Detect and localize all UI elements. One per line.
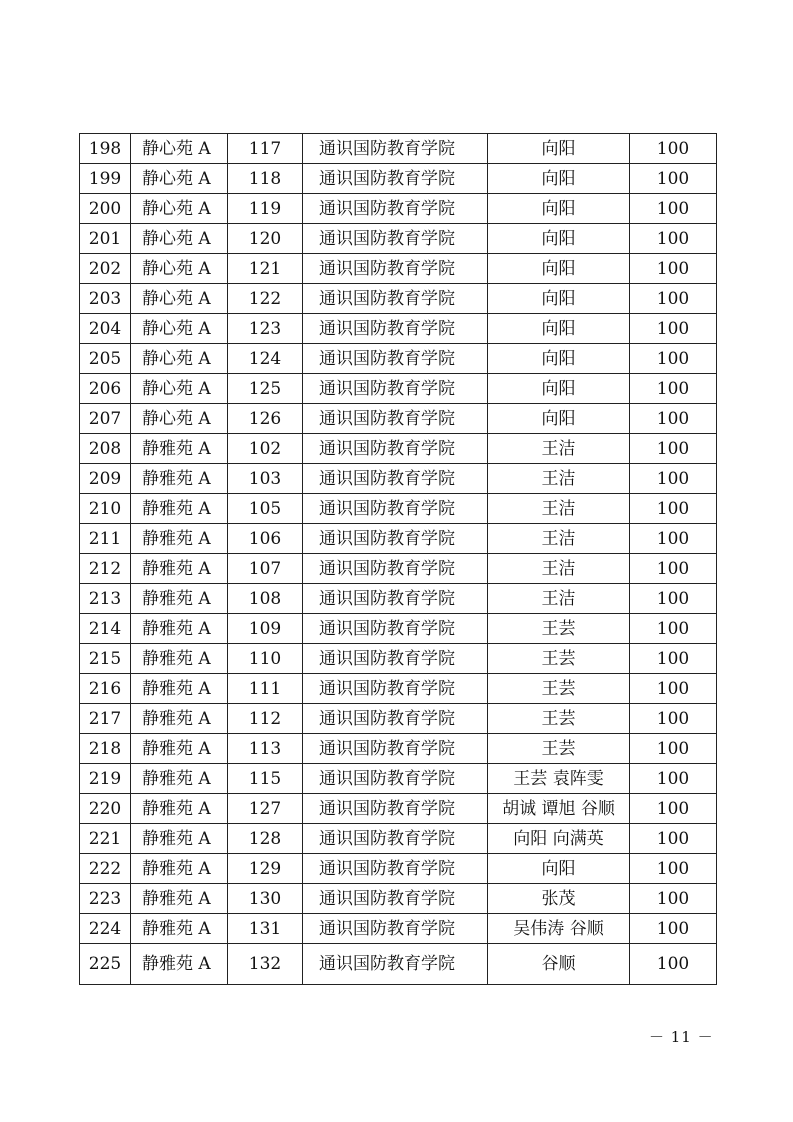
table-row [80,734,717,764]
score-cell: 100 [630,854,717,884]
room-number-cell: 122 [228,284,303,314]
inspector-cell: 谷顺 [488,944,630,985]
building-cell: 静雅苑 A [131,704,228,734]
serial-number-cell: 212 [80,554,131,584]
score-cell: 100 [630,524,717,554]
table-row [80,134,717,164]
room-number-cell: 132 [228,944,303,985]
serial-number-cell: 211 [80,524,131,554]
score-cell: 100 [630,584,717,614]
college-cell: 通识国防教育学院 [303,824,488,854]
inspector-cell: 王芸 [488,614,630,644]
college-cell: 通识国防教育学院 [303,554,488,584]
college-cell: 通识国防教育学院 [303,344,488,374]
table-row [80,824,717,854]
inspector-cell: 向阳 [488,854,630,884]
college-cell: 通识国防教育学院 [303,284,488,314]
score-cell: 100 [630,224,717,254]
college-cell: 通识国防教育学院 [303,194,488,224]
building-cell: 静心苑 A [131,194,228,224]
score-cell: 100 [630,194,717,224]
score-cell: 100 [630,914,717,944]
building-cell: 静心苑 A [131,134,228,164]
college-cell: 通识国防教育学院 [303,134,488,164]
college-cell: 通识国防教育学院 [303,374,488,404]
inspector-cell: 向阳 [488,284,630,314]
inspector-cell: 王芸 [488,644,630,674]
table-row [80,524,717,554]
score-cell: 100 [630,284,717,314]
table-row [80,644,717,674]
serial-number-cell: 202 [80,254,131,284]
room-number-cell: 119 [228,194,303,224]
room-number-cell: 121 [228,254,303,284]
table-row [80,434,717,464]
score-cell: 100 [630,704,717,734]
room-number-cell: 110 [228,644,303,674]
inspector-cell: 王芸 [488,734,630,764]
table-row [80,404,717,434]
room-number-cell: 120 [228,224,303,254]
inspector-cell: 王洁 [488,524,630,554]
room-number-cell: 128 [228,824,303,854]
college-cell: 通识国防教育学院 [303,224,488,254]
table-row [80,554,717,584]
college-cell: 通识国防教育学院 [303,614,488,644]
serial-number-cell: 199 [80,164,131,194]
building-cell: 静雅苑 A [131,494,228,524]
building-cell: 静心苑 A [131,224,228,254]
building-cell: 静心苑 A [131,374,228,404]
serial-number-cell: 207 [80,404,131,434]
score-cell: 100 [630,374,717,404]
score-cell: 100 [630,404,717,434]
table-row [80,254,717,284]
inspector-cell: 向阳 [488,224,630,254]
table-row [80,314,717,344]
inspector-cell: 向阳 [488,404,630,434]
room-number-cell: 125 [228,374,303,404]
building-cell: 静雅苑 A [131,674,228,704]
room-number-cell: 117 [228,134,303,164]
college-cell: 通识国防教育学院 [303,644,488,674]
building-cell: 静雅苑 A [131,944,228,985]
serial-number-cell: 203 [80,284,131,314]
inspector-cell: 向阳 [488,194,630,224]
serial-number-cell: 218 [80,734,131,764]
page-number: － 11 － [649,1028,714,1046]
serial-number-cell: 224 [80,914,131,944]
table-row [80,164,717,194]
inspector-cell: 胡诚 谭旭 谷顺 [488,794,630,824]
table-row [80,794,717,824]
college-cell: 通识国防教育学院 [303,404,488,434]
building-cell: 静心苑 A [131,254,228,284]
serial-number-cell: 216 [80,674,131,704]
room-number-cell: 123 [228,314,303,344]
inspector-cell: 张茂 [488,884,630,914]
building-cell: 静雅苑 A [131,434,228,464]
serial-number-cell: 208 [80,434,131,464]
score-cell: 100 [630,134,717,164]
serial-number-cell: 222 [80,854,131,884]
score-cell: 100 [630,494,717,524]
inspector-cell: 吴伟涛 谷顺 [488,914,630,944]
room-number-cell: 113 [228,734,303,764]
table-row [80,764,717,794]
score-cell: 100 [630,734,717,764]
room-number-cell: 127 [228,794,303,824]
inspector-cell: 王洁 [488,494,630,524]
score-cell: 100 [630,614,717,644]
college-cell: 通识国防教育学院 [303,584,488,614]
building-cell: 静雅苑 A [131,614,228,644]
college-cell: 通识国防教育学院 [303,944,488,985]
college-cell: 通识国防教育学院 [303,464,488,494]
score-cell: 100 [630,314,717,344]
room-number-cell: 126 [228,404,303,434]
room-number-cell: 103 [228,464,303,494]
room-number-cell: 131 [228,914,303,944]
table-row [80,494,717,524]
table-row [80,884,717,914]
room-number-cell: 111 [228,674,303,704]
room-number-cell: 107 [228,554,303,584]
room-number-cell: 112 [228,704,303,734]
score-cell: 100 [630,674,717,704]
building-cell: 静雅苑 A [131,734,228,764]
college-cell: 通识国防教育学院 [303,734,488,764]
college-cell: 通识国防教育学院 [303,884,488,914]
score-cell: 100 [630,434,717,464]
inspector-cell: 向阳 [488,254,630,284]
inspector-cell: 向阳 [488,164,630,194]
serial-number-cell: 209 [80,464,131,494]
table-row [80,944,717,985]
serial-number-cell: 198 [80,134,131,164]
college-cell: 通识国防教育学院 [303,704,488,734]
score-cell: 100 [630,794,717,824]
building-cell: 静雅苑 A [131,854,228,884]
building-cell: 静雅苑 A [131,884,228,914]
room-number-cell: 105 [228,494,303,524]
score-cell: 100 [630,554,717,584]
table-row [80,614,717,644]
score-cell: 100 [630,164,717,194]
room-number-cell: 106 [228,524,303,554]
dormitory-score-table [79,133,717,985]
room-number-cell: 124 [228,344,303,374]
table-body [80,134,717,985]
score-cell: 100 [630,884,717,914]
building-cell: 静心苑 A [131,314,228,344]
building-cell: 静雅苑 A [131,764,228,794]
serial-number-cell: 217 [80,704,131,734]
building-cell: 静雅苑 A [131,554,228,584]
serial-number-cell: 219 [80,764,131,794]
college-cell: 通识国防教育学院 [303,164,488,194]
serial-number-cell: 200 [80,194,131,224]
college-cell: 通识国防教育学院 [303,674,488,704]
table-row [80,374,717,404]
room-number-cell: 109 [228,614,303,644]
room-number-cell: 102 [228,434,303,464]
serial-number-cell: 205 [80,344,131,374]
inspector-cell: 向阳 [488,134,630,164]
table-row [80,584,717,614]
table-row [80,224,717,254]
score-cell: 100 [630,464,717,494]
building-cell: 静心苑 A [131,164,228,194]
table-row [80,914,717,944]
serial-number-cell: 201 [80,224,131,254]
college-cell: 通识国防教育学院 [303,854,488,884]
serial-number-cell: 214 [80,614,131,644]
inspector-cell: 王芸 [488,674,630,704]
inspector-cell: 向阳 [488,374,630,404]
table-row [80,284,717,314]
score-cell: 100 [630,764,717,794]
table-row [80,194,717,224]
college-cell: 通识国防教育学院 [303,314,488,344]
serial-number-cell: 223 [80,884,131,914]
serial-number-cell: 220 [80,794,131,824]
college-cell: 通识国防教育学院 [303,494,488,524]
inspector-cell: 向阳 [488,314,630,344]
building-cell: 静雅苑 A [131,794,228,824]
inspector-cell: 王芸 [488,704,630,734]
room-number-cell: 129 [228,854,303,884]
serial-number-cell: 210 [80,494,131,524]
building-cell: 静雅苑 A [131,824,228,854]
room-number-cell: 115 [228,764,303,794]
building-cell: 静雅苑 A [131,914,228,944]
serial-number-cell: 225 [80,944,131,985]
score-cell: 100 [630,644,717,674]
score-cell: 100 [630,944,717,985]
inspector-cell: 王洁 [488,434,630,464]
table-row [80,464,717,494]
inspector-cell: 王洁 [488,554,630,584]
college-cell: 通识国防教育学院 [303,434,488,464]
building-cell: 静心苑 A [131,284,228,314]
inspector-cell: 向阳 [488,344,630,374]
building-cell: 静心苑 A [131,344,228,374]
room-number-cell: 108 [228,584,303,614]
room-number-cell: 118 [228,164,303,194]
table-row [80,704,717,734]
table-row [80,854,717,884]
table-row [80,344,717,374]
serial-number-cell: 221 [80,824,131,854]
table-row [80,674,717,704]
room-number-cell: 130 [228,884,303,914]
building-cell: 静雅苑 A [131,524,228,554]
inspector-cell: 王芸 袁阵雯 [488,764,630,794]
score-cell: 100 [630,824,717,854]
building-cell: 静雅苑 A [131,644,228,674]
serial-number-cell: 213 [80,584,131,614]
building-cell: 静心苑 A [131,404,228,434]
inspector-cell: 王洁 [488,464,630,494]
college-cell: 通识国防教育学院 [303,764,488,794]
college-cell: 通识国防教育学院 [303,794,488,824]
college-cell: 通识国防教育学院 [303,254,488,284]
college-cell: 通识国防教育学院 [303,524,488,554]
serial-number-cell: 215 [80,644,131,674]
score-cell: 100 [630,254,717,284]
serial-number-cell: 206 [80,374,131,404]
inspector-cell: 向阳 向满英 [488,824,630,854]
building-cell: 静雅苑 A [131,584,228,614]
inspector-cell: 王洁 [488,584,630,614]
score-cell: 100 [630,344,717,374]
serial-number-cell: 204 [80,314,131,344]
building-cell: 静雅苑 A [131,464,228,494]
college-cell: 通识国防教育学院 [303,914,488,944]
